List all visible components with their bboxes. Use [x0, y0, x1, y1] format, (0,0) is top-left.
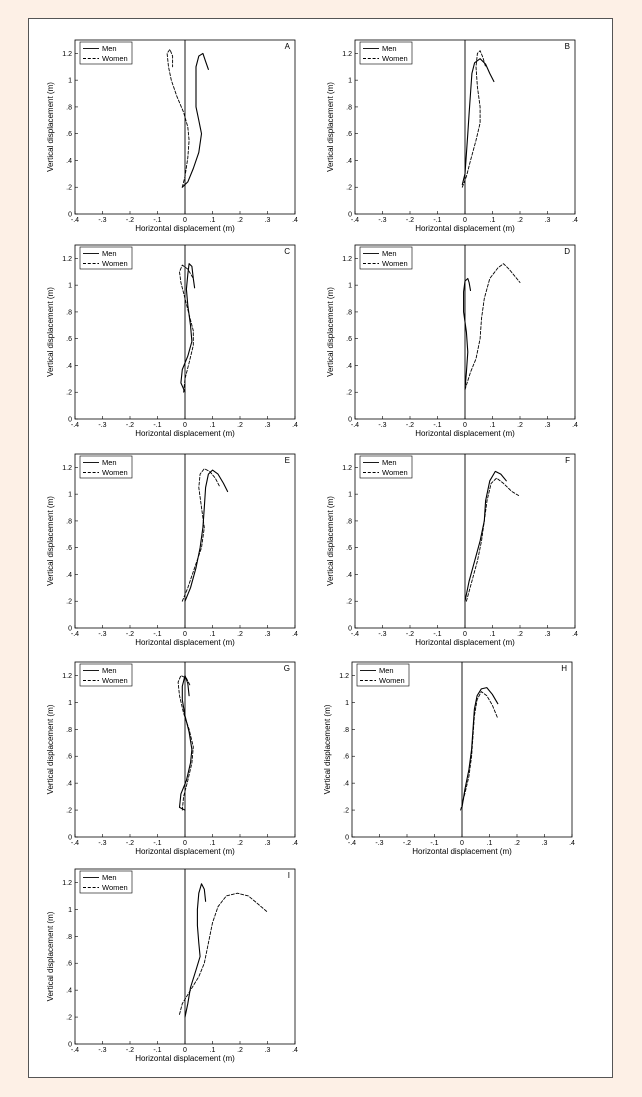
panel-e-ytick-label: 1 [68, 491, 72, 499]
panel-i-xtick-label: .3 [264, 1047, 271, 1054]
panel-f-legend [360, 456, 412, 478]
panel-e-letter: E [284, 456, 290, 465]
panel-b-legend [360, 42, 412, 64]
panel-a-xtick-label: 0 [183, 217, 187, 224]
panel-b-ytick-label: 1.2 [342, 50, 352, 58]
panel-a [46, 40, 298, 233]
panel-a-xtick-label: .2 [237, 217, 243, 224]
panel-a-xtick-label: -.1 [153, 217, 162, 224]
panel-d-xtick-label: .1 [489, 422, 496, 429]
panel-h-xtick-label: -.1 [430, 840, 439, 847]
panel-f-ytick-label: .6 [346, 545, 352, 553]
panel-i [46, 869, 298, 1063]
panel-c-xtick-label: -.2 [125, 422, 135, 429]
panel-i-xtick-label: -.1 [153, 1047, 162, 1054]
panel-i-xtick-label: -.4 [70, 1047, 80, 1054]
panel-b-ytick-label: .6 [346, 131, 352, 139]
panel-b-xtick-label: -.3 [378, 217, 387, 224]
panel-f-legend-label-men: Men [382, 458, 397, 468]
panel-c-ylabel: Vertical displacement (m) [46, 287, 55, 377]
panel-f-legend-label-women: Women [382, 468, 408, 478]
panel-h-xtick-label: -.2 [402, 840, 412, 847]
panel-d-ytick-label: 1.2 [342, 255, 352, 263]
panel-a-legend-label-women: Women [102, 54, 128, 64]
panel-g-xtick-label: .4 [292, 840, 298, 847]
panel-g-ylabel: Vertical displacement (m) [46, 704, 55, 795]
panel-c-xtick-label: -.3 [98, 422, 107, 429]
panel-i-legend-label-men: Men [102, 873, 117, 883]
panel-d-ytick-label: 0 [348, 416, 352, 424]
panel-i-ytick-label: .2 [66, 1014, 72, 1022]
panel-f-ytick-label: 1 [348, 491, 352, 499]
panel-d-xtick-label: .2 [517, 422, 523, 429]
panel-a-ylabel: Vertical displacement (m) [46, 82, 55, 172]
panel-a-ytick-label: 1.2 [62, 50, 72, 58]
panel-f-xtick-label: .4 [572, 631, 578, 638]
panel-b-ytick-label: 0 [348, 211, 352, 219]
panel-i-legend [80, 871, 132, 893]
panel-a-letter: A [284, 42, 290, 51]
panel-e-ytick-label: 1.2 [62, 464, 72, 472]
panel-e-xtick-label: .4 [292, 631, 298, 638]
panel-h-ytick-label: 0 [345, 834, 349, 842]
panel-i-legend-label-women: Women [102, 883, 128, 893]
panel-f-ytick-label: .8 [346, 518, 352, 526]
panel-e-xtick-label: .2 [237, 631, 243, 638]
panel-i-xtick-label: 0 [183, 1047, 187, 1054]
panel-a-ytick-label: 1 [68, 77, 72, 85]
panel-h-xtick-label: .1 [486, 840, 493, 847]
panel-f-ytick-label: 0 [348, 625, 352, 633]
panel-g-xtick-label: -.4 [70, 840, 80, 847]
panel-d-legend-label-men: Men [382, 249, 397, 259]
panel-f-xtick-label: -.3 [378, 631, 387, 638]
panel-f [326, 454, 578, 647]
panel-c-legend-label-men: Men [102, 249, 117, 259]
panel-d-ytick-label: 1 [348, 282, 352, 290]
panel-h-ytick-label: .6 [343, 753, 349, 761]
panel-a-ytick-label: 0 [68, 211, 72, 219]
panel-g-xtick-label: .2 [237, 840, 243, 847]
panel-a-ytick-label: .6 [66, 131, 72, 139]
panel-e-xtick-label: -.2 [125, 631, 135, 638]
panel-e-ytick-label: 0 [68, 625, 72, 633]
panel-b-xtick-label: .4 [572, 217, 578, 224]
panel-e-legend-label-men: Men [102, 458, 117, 468]
panel-b-legend-label-men: Men [382, 44, 397, 54]
panel-e-xtick-label: 0 [183, 631, 187, 638]
panel-c-xtick-label: .3 [264, 422, 271, 429]
panel-h-legend-label-women: Women [379, 676, 405, 686]
panel-a-xtick-label: -.3 [98, 217, 107, 224]
panel-h-xtick-label: -.4 [347, 840, 357, 847]
panel-g-ytick-label: .2 [66, 807, 72, 815]
panel-h-legend-label-men: Men [379, 666, 394, 676]
panel-c-ytick-label: .6 [66, 336, 72, 344]
panel-h-ytick-label: .2 [343, 807, 349, 815]
panel-e-ytick-label: .8 [66, 518, 72, 526]
panel-e-xtick-label: .1 [209, 631, 216, 638]
panel-b-ylabel: Vertical displacement (m) [326, 82, 335, 172]
panel-c-xtick-label: .2 [237, 422, 243, 429]
panel-d-xtick-label: -.1 [433, 422, 442, 429]
panel-f-ylabel: Vertical displacement (m) [326, 496, 335, 586]
panel-d-xlabel: Horizontal displacement (m) [415, 429, 515, 438]
panel-e-xtick-label: -.3 [98, 631, 107, 638]
panel-g-xtick-label: -.3 [98, 840, 107, 847]
panel-h-xtick-label: 0 [460, 840, 464, 847]
panel-d-ytick-label: .4 [346, 362, 352, 370]
panel-d-xtick-label: -.4 [350, 422, 360, 429]
panel-d [326, 245, 578, 438]
panel-c-ytick-label: .8 [66, 309, 72, 317]
panel-e-ytick-label: .6 [66, 545, 72, 553]
panel-e-xtick-label: .3 [264, 631, 271, 638]
panel-i-xtick-label: .4 [292, 1047, 298, 1054]
panel-d-xtick-label: .3 [544, 422, 551, 429]
panel-b-xtick-label: -.1 [433, 217, 442, 224]
panel-d-xtick-label: 0 [463, 422, 467, 429]
panel-h-xlabel: Horizontal displacement (m) [412, 847, 512, 856]
panel-e-ytick-label: .4 [66, 571, 72, 579]
panel-d-xtick-label: .4 [572, 422, 578, 429]
panel-h-xtick-label: -.3 [375, 840, 384, 847]
panel-d-ylabel: Vertical displacement (m) [326, 287, 335, 377]
panel-b-ytick-label: .4 [346, 157, 352, 165]
panel-g-legend [80, 664, 132, 686]
panel-g-xlabel: Horizontal displacement (m) [135, 847, 235, 856]
panel-i-ytick-label: .4 [66, 987, 72, 995]
panel-a-legend [80, 42, 132, 64]
panel-d-legend [360, 247, 412, 269]
panel-b-ytick-label: 1 [348, 77, 352, 85]
panel-b-xlabel: Horizontal displacement (m) [415, 224, 515, 233]
panel-a-xtick-label: .4 [292, 217, 298, 224]
panel-b-xtick-label: -.2 [405, 217, 415, 224]
panel-i-xtick-label: -.2 [125, 1047, 135, 1054]
panel-d-ytick-label: .8 [346, 309, 352, 317]
panel-e-legend-label-women: Women [102, 468, 128, 478]
panel-b-xtick-label: -.4 [350, 217, 360, 224]
panel-g-ytick-label: 1 [68, 699, 72, 707]
panel-f-xtick-label: -.4 [350, 631, 360, 638]
panel-a-legend-label-men: Men [102, 44, 117, 54]
panel-b-legend-label-women: Women [382, 54, 408, 64]
panel-g-xtick-label: .3 [264, 840, 271, 847]
panel-d-legend-label-women: Women [382, 259, 408, 269]
panel-e-ytick-label: .2 [66, 598, 72, 606]
panel-d-xtick-label: -.3 [378, 422, 387, 429]
panel-d-letter: D [564, 247, 570, 256]
panel-b [326, 40, 578, 233]
panel-f-xlabel: Horizontal displacement (m) [415, 638, 515, 647]
panel-f-xtick-label: 0 [463, 631, 467, 638]
panel-c-xlabel: Horizontal displacement (m) [135, 429, 235, 438]
panel-h-xtick-label: .3 [541, 840, 548, 847]
panel-a-ytick-label: .2 [66, 184, 72, 192]
panel-i-ytick-label: 1.2 [62, 879, 72, 887]
panel-i-xtick-label: .1 [209, 1047, 216, 1054]
panel-g-legend-label-men: Men [102, 666, 117, 676]
panel-a-xtick-label: -.2 [125, 217, 135, 224]
panel-a-ytick-label: .4 [66, 157, 72, 165]
panel-h-ytick-label: 1 [345, 699, 349, 707]
panel-g-ytick-label: .6 [66, 753, 72, 761]
panel-c-ytick-label: .4 [66, 362, 72, 370]
panel-f-ytick-label: 1.2 [342, 464, 352, 472]
panel-i-letter: I [287, 871, 290, 880]
panel-h-xtick-label: .2 [514, 840, 520, 847]
panel-c-legend [80, 247, 132, 269]
panel-h-legend [357, 664, 409, 686]
panel-f-ytick-label: .4 [346, 571, 352, 579]
panel-h-letter: H [561, 664, 567, 673]
panel-f-xtick-label: .1 [489, 631, 496, 638]
panel-b-xtick-label: .3 [544, 217, 551, 224]
panel-h-ytick-label: .8 [343, 726, 349, 734]
panel-i-xtick-label: -.3 [98, 1047, 107, 1054]
panel-h-ytick-label: 1.2 [339, 672, 349, 680]
panel-g-letter: G [283, 664, 290, 673]
panel-d-ytick-label: .6 [346, 336, 352, 344]
panel-c-xtick-label: .1 [209, 422, 216, 429]
panel-f-xtick-label: -.2 [405, 631, 415, 638]
panel-a-xlabel: Horizontal displacement (m) [135, 224, 235, 233]
panel-i-ylabel: Vertical displacement (m) [46, 911, 55, 1002]
panel-f-letter: F [565, 456, 570, 465]
panel-e-xtick-label: -.4 [70, 631, 80, 638]
panel-g-ytick-label: .8 [66, 726, 72, 734]
panel-b-ytick-label: .2 [346, 184, 352, 192]
panel-c-letter: C [284, 247, 290, 256]
panel-g-xtick-label: .1 [209, 840, 216, 847]
panel-h-xtick-label: .4 [569, 840, 575, 847]
panel-e-ylabel: Vertical displacement (m) [46, 496, 55, 586]
panel-i-ytick-label: .8 [66, 933, 72, 941]
panel-b-ytick-label: .8 [346, 104, 352, 112]
panel-e-xlabel: Horizontal displacement (m) [135, 638, 235, 647]
panel-f-xtick-label: -.1 [433, 631, 442, 638]
panel-c-xtick-label: -.4 [70, 422, 80, 429]
panel-h-ytick-label: .4 [343, 780, 349, 788]
panel-c [46, 245, 298, 438]
panel-c-legend-label-women: Women [102, 259, 128, 269]
panel-g-xtick-label: -.1 [153, 840, 162, 847]
panel-i-xtick-label: .2 [237, 1047, 243, 1054]
panel-b-xtick-label: .2 [517, 217, 523, 224]
panel-g [46, 662, 298, 856]
panel-a-xtick-label: -.4 [70, 217, 80, 224]
panel-i-ytick-label: 1 [68, 906, 72, 914]
panel-c-xtick-label: -.1 [153, 422, 162, 429]
panel-c-xtick-label: .4 [292, 422, 298, 429]
panel-b-xtick-label: .1 [489, 217, 496, 224]
panel-c-ytick-label: 0 [68, 416, 72, 424]
panel-i-ytick-label: .6 [66, 960, 72, 968]
panel-e-xtick-label: -.1 [153, 631, 162, 638]
panel-i-ytick-label: 0 [68, 1041, 72, 1049]
panel-f-ytick-label: .2 [346, 598, 352, 606]
panel-g-ytick-label: 1.2 [62, 672, 72, 680]
panel-d-xtick-label: -.2 [405, 422, 415, 429]
panel-a-xtick-label: .1 [209, 217, 216, 224]
panel-g-xtick-label: -.2 [125, 840, 135, 847]
panel-c-ytick-label: 1.2 [62, 255, 72, 263]
panel-b-letter: B [564, 42, 570, 51]
panel-g-xtick-label: 0 [183, 840, 187, 847]
panel-h-ylabel: Vertical displacement (m) [323, 704, 332, 795]
panel-i-xlabel: Horizontal displacement (m) [135, 1054, 235, 1063]
panel-g-legend-label-women: Women [102, 676, 128, 686]
panel-d-ytick-label: .2 [346, 389, 352, 397]
panel-a-xtick-label: .3 [264, 217, 271, 224]
panel-b-xtick-label: 0 [463, 217, 467, 224]
panel-h [323, 662, 575, 856]
panel-c-ytick-label: .2 [66, 389, 72, 397]
panel-e-legend [80, 456, 132, 478]
panel-f-xtick-label: .2 [517, 631, 523, 638]
panel-e [46, 454, 298, 647]
panel-g-ytick-label: 0 [68, 834, 72, 842]
panel-c-ytick-label: 1 [68, 282, 72, 290]
panel-c-xtick-label: 0 [183, 422, 187, 429]
panel-a-ytick-label: .8 [66, 104, 72, 112]
panel-f-xtick-label: .3 [544, 631, 551, 638]
panel-g-ytick-label: .4 [66, 780, 72, 788]
